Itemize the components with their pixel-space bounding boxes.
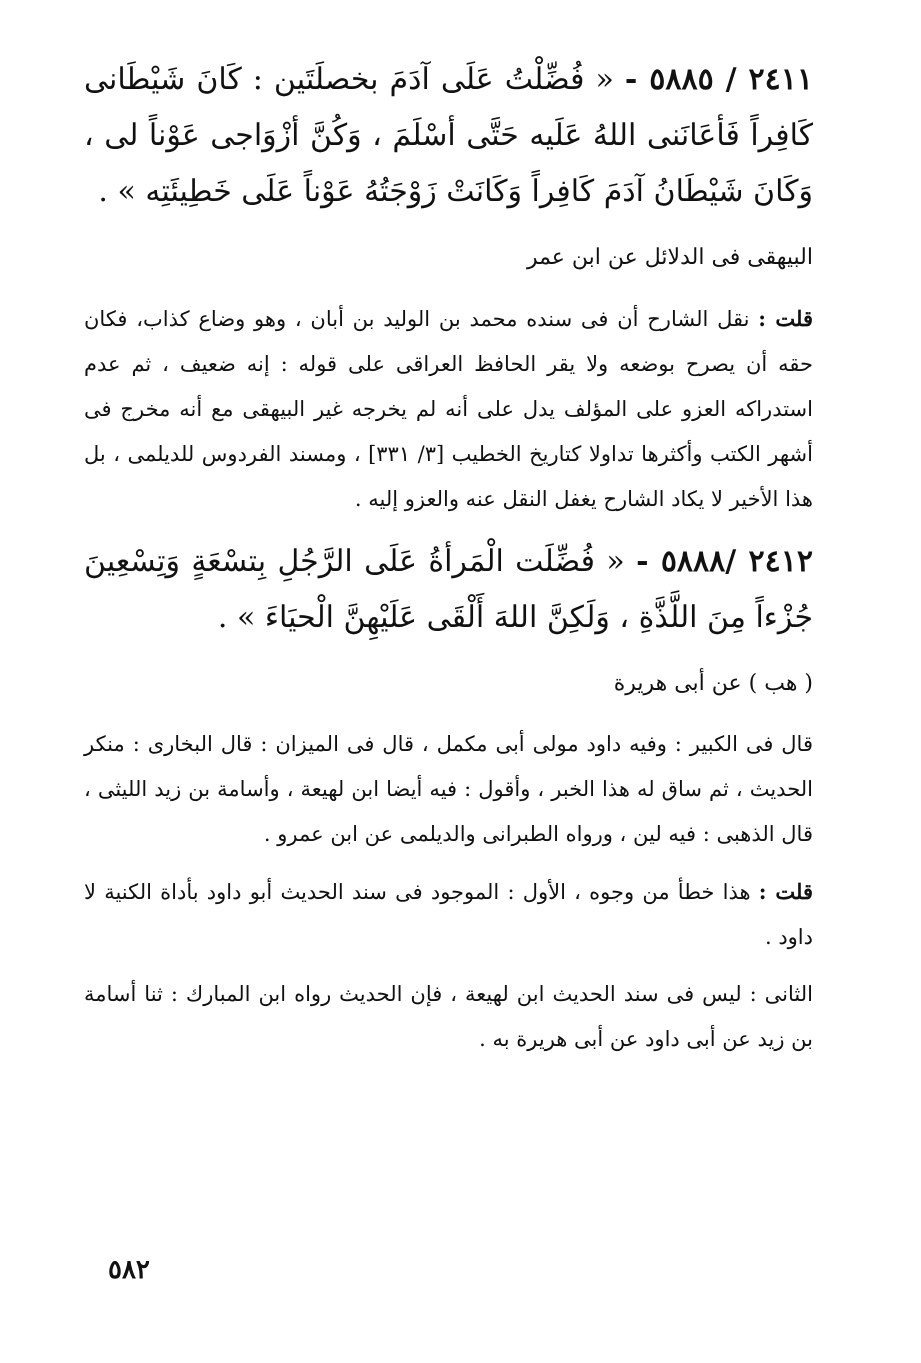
hadith-number: ٢٤١٢ /٥٨٨٨ - bbox=[636, 544, 813, 579]
commentary-paragraph bbox=[84, 722, 813, 857]
paragraph-lead: قلت : bbox=[758, 879, 813, 904]
hadith-source: البيهقى فى الدلائل عن ابن عمر bbox=[526, 245, 813, 270]
paragraph-text: الثانى : ليس فى سند الحديث ابن لهيعة ، فإن الحديث رواه ابن المبارك : ثنا أسامة بن زيد عن أبى داود عن أبى هريرة به . bbox=[84, 982, 813, 1051]
paragraph-lead: قلت : bbox=[758, 306, 813, 331]
page-number: ٥٨٢ bbox=[108, 1255, 150, 1285]
paragraph-text: هذا خطأ من وجوه ، الأول : الموجود فى سند الحديث أبو داود بأداة الكنية لا داود . bbox=[84, 880, 813, 949]
commentary-paragraph bbox=[84, 869, 813, 960]
hadith-2412 bbox=[84, 534, 813, 646]
hadith-2411 bbox=[84, 52, 813, 220]
commentary-paragraph bbox=[84, 296, 813, 522]
hadith-text: « فُضِّلَت الْمَرأةُ عَلَى الرَّجُلِ بِتسْعَةٍ وَتِسْعِينَ جُزْءاً مِنَ اللَّذَّةِ ، وَلَكِنَّ اللهَ أَلْقَى عَلَيْهِنَّ الْحيَاءَ » . bbox=[84, 544, 813, 635]
hadith-source: ( هب ) عن أبى هريرة bbox=[613, 671, 813, 696]
commentary-paragraph bbox=[84, 972, 813, 1062]
hadith-text: « فُضِّلْتُ عَلَى آدَمَ بخصلَتَين : كَانَ شَيْطَانى كَافِراً فَأعَانَنى اللهُ عَلَيه حَتَّى أسْلَمَ ، وَكُنَّ أزْوَاجى عَوْناً لى ، وَكَانَ شَيْطَانُ آدَمَ كَافِراً وَكَانَتْ زَوْجَتُهُ عَوْناً عَلَى خَطِيئَتِه » . bbox=[84, 62, 813, 209]
paragraph-text: نقل الشارح أن فى سنده محمد بن الوليد بن أبان ، وهو وضاع كذاب، فكان حقه أن يصرح بوضعه ولا يقر الحافظ العراقى على قوله : إنه ضعيف ، ثم عدم استدراكه العزو على المؤلف يدل على أنه لم يخرجه غير البيهقى مع أنه مخرج فى أشهر الكتب وأكثرها تداولا كتاريخ الخطيب [٣/ ٣٣١] ، ومسند الفردوس للديلمى ، بل هذا الأخير لا يكاد الشارح يغفل النقل عنه والعزو إليه . bbox=[84, 307, 813, 511]
hadith-number: ٢٤١١ / ٥٨٨٥ - bbox=[624, 62, 813, 97]
paragraph-text: قال فى الكبير : وفيه داود مولى أبى مكمل ، قال فى الميزان : قال البخارى : منكر الحديث ، ثم ساق له هذا الخبر ، وأقول : فيه أيضا ابن لهيعة ، وأسامة بن زيد الليثى ، قال الذهبى : فيه لين ، ورواه الطبرانى والديلمى عن ابن عمرو . bbox=[84, 732, 813, 846]
